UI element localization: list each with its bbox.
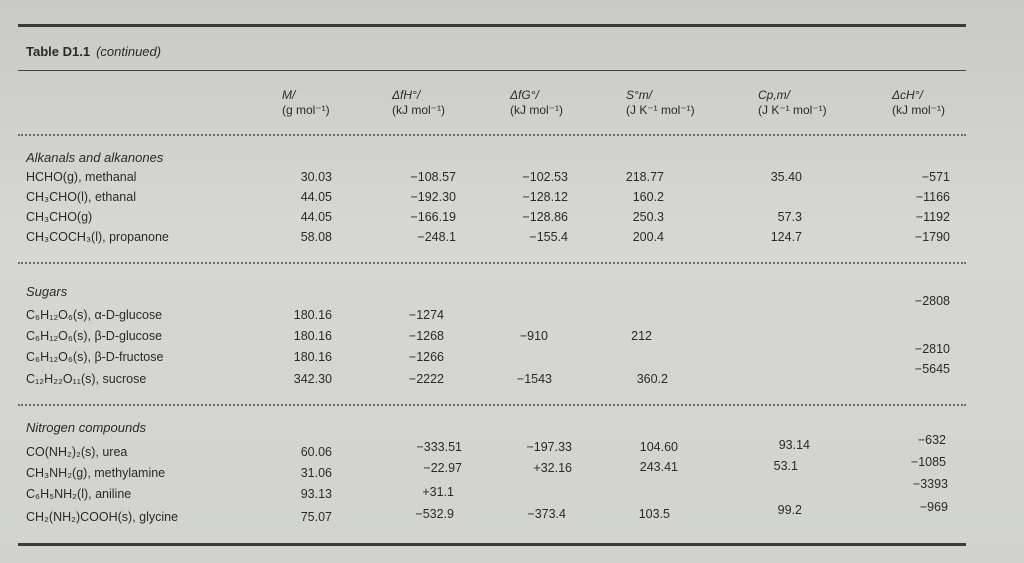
table-label: Table D1.1 bbox=[26, 44, 91, 59]
cell-molar-mass: 58.08 bbox=[300, 230, 332, 244]
cell-combustion: −3393 bbox=[912, 477, 948, 491]
header-enthalpy-formation bbox=[392, 88, 445, 118]
cell-molar-mass: 180.16 bbox=[293, 308, 332, 322]
cell-entropy: 360.2 bbox=[636, 372, 668, 386]
cell-enthalpy: −166.19 bbox=[410, 210, 456, 224]
cell-combustion: −1790 bbox=[914, 230, 950, 244]
cell-combustion: −632 bbox=[917, 433, 946, 447]
row-name: CH₂(NH₂)COOH(s), glycine bbox=[26, 510, 179, 524]
cell-combustion: −969 bbox=[919, 500, 948, 514]
cell-molar-mass: 93.13 bbox=[300, 487, 332, 501]
cell-entropy: 200.4 bbox=[632, 230, 664, 244]
table-note: (continued) bbox=[96, 44, 162, 59]
row-name: C₆H₁₂O₆(s), α-D-glucose bbox=[26, 308, 163, 322]
section-title: Alkanals and alkanones bbox=[26, 150, 164, 165]
header-unit: (kJ mol⁻¹) bbox=[510, 103, 563, 117]
cell-heat-capacity: 99.2 bbox=[777, 503, 802, 517]
cell-combustion: −2810 bbox=[914, 342, 950, 356]
cell-combustion: −1166 bbox=[915, 190, 950, 204]
cell-heat-capacity: 53.1 bbox=[773, 459, 798, 473]
cell-gibbs: −128.86 bbox=[522, 210, 568, 224]
cell-entropy: 212 bbox=[631, 329, 652, 343]
row-name: C₆H₁₂O₆(s), β-D-glucose bbox=[26, 329, 163, 343]
header-heat-capacity bbox=[758, 88, 827, 118]
cell-heat-capacity: 93.14 bbox=[778, 438, 810, 452]
section-divider bbox=[18, 404, 966, 406]
header-gibbs-formation bbox=[510, 88, 563, 118]
cell-molar-mass: 60.06 bbox=[300, 445, 332, 459]
cell-heat-capacity: 35.40 bbox=[770, 170, 802, 184]
header-molar-mass bbox=[282, 88, 330, 118]
cell-gibbs: −102.53 bbox=[522, 170, 568, 184]
header-unit: (J K⁻¹ mol⁻¹) bbox=[758, 103, 827, 117]
cell-molar-mass: 31.06 bbox=[300, 466, 332, 480]
cell-molar-mass: 44.05 bbox=[300, 190, 332, 204]
cell-entropy: 103.5 bbox=[638, 507, 670, 521]
cell-molar-mass: 75.07 bbox=[300, 510, 332, 524]
header-rule bbox=[18, 70, 966, 71]
cell-enthalpy: −108.57 bbox=[410, 170, 456, 184]
bottom-rule bbox=[18, 543, 966, 546]
cell-gibbs: −1543 bbox=[516, 372, 552, 386]
cell-combustion: −571 bbox=[921, 170, 950, 184]
row-name: C₆H₁₂O₆(s), β-D-fructose bbox=[26, 350, 164, 364]
header-symbol: ΔfG°/ bbox=[510, 88, 539, 102]
cell-gibbs: +32.16 bbox=[533, 461, 572, 475]
header-symbol: ΔcH°/ bbox=[892, 88, 923, 102]
header-symbol: S°m/ bbox=[626, 88, 653, 102]
section-divider bbox=[18, 134, 966, 136]
cell-enthalpy: −1268 bbox=[408, 329, 444, 343]
header-symbol: Cp,m/ bbox=[758, 88, 791, 102]
header-combustion-enthalpy bbox=[892, 88, 945, 118]
row-name: CH₃COCH₃(l), propanone bbox=[26, 230, 169, 244]
header-unit: (kJ mol⁻¹) bbox=[892, 103, 945, 117]
section-title: Sugars bbox=[26, 284, 68, 299]
cell-enthalpy: +31.1 bbox=[422, 485, 454, 499]
top-rule bbox=[18, 24, 966, 27]
row-name: C₆H₅NH₂(l), aniline bbox=[26, 487, 132, 501]
cell-gibbs: −155.4 bbox=[529, 230, 568, 244]
cell-molar-mass: 180.16 bbox=[293, 329, 332, 343]
cell-entropy: 104.60 bbox=[639, 440, 678, 454]
row-name: CH₃CHO(l), ethanal bbox=[26, 190, 136, 204]
cell-combustion: −1085 bbox=[910, 455, 946, 469]
cell-entropy: 160.2 bbox=[632, 190, 664, 204]
cell-heat-capacity: 124.7 bbox=[770, 230, 802, 244]
section-title: Nitrogen compounds bbox=[26, 420, 146, 435]
header-symbol: M/ bbox=[282, 88, 296, 102]
cell-enthalpy: −532.9 bbox=[415, 507, 454, 521]
row-name: HCHO(g), methanal bbox=[26, 170, 137, 184]
cell-entropy: 243.41 bbox=[639, 460, 678, 474]
section-divider bbox=[18, 262, 966, 264]
header-molar-entropy bbox=[626, 88, 695, 118]
cell-gibbs: −373.4 bbox=[527, 507, 566, 521]
cell-gibbs: −128.12 bbox=[522, 190, 568, 204]
cell-gibbs: −197.33 bbox=[526, 440, 572, 454]
row-name: CH₃NH₂(g), methylamine bbox=[26, 466, 166, 480]
cell-molar-mass: 342.30 bbox=[293, 372, 332, 386]
cell-entropy: 218.77 bbox=[625, 170, 664, 184]
cell-entropy: 250.3 bbox=[632, 210, 664, 224]
cell-enthalpy: −192.30 bbox=[410, 190, 456, 204]
cell-gibbs: −910 bbox=[519, 329, 548, 343]
header-unit: (kJ mol⁻¹) bbox=[392, 103, 445, 117]
row-name: CO(NH₂)₂(s), urea bbox=[26, 445, 128, 459]
cell-heat-capacity: 57.3 bbox=[777, 210, 802, 224]
cell-enthalpy: −333.51 bbox=[416, 440, 462, 454]
cell-enthalpy: −1274 bbox=[408, 308, 444, 322]
cell-combustion: −5645 bbox=[914, 362, 950, 376]
cell-enthalpy: −22.97 bbox=[423, 461, 462, 475]
cell-enthalpy: −248.1 bbox=[417, 230, 456, 244]
cell-combustion: −1192 bbox=[915, 210, 950, 224]
cell-combustion: −2808 bbox=[914, 294, 950, 308]
header-symbol: ΔfH°/ bbox=[392, 88, 421, 102]
cell-enthalpy: −1266 bbox=[408, 350, 444, 364]
cell-molar-mass: 30.03 bbox=[300, 170, 332, 184]
header-unit: (J K⁻¹ mol⁻¹) bbox=[626, 103, 695, 117]
cell-molar-mass: 180.16 bbox=[293, 350, 332, 364]
table-caption bbox=[26, 44, 161, 59]
row-name: C₁₂H₂₂O₁₁(s), sucrose bbox=[26, 372, 147, 386]
cell-enthalpy: −2222 bbox=[408, 372, 444, 386]
cell-molar-mass: 44.05 bbox=[300, 210, 332, 224]
header-unit: (g mol⁻¹) bbox=[282, 103, 330, 117]
row-name: CH₃CHO(g) bbox=[26, 210, 93, 224]
